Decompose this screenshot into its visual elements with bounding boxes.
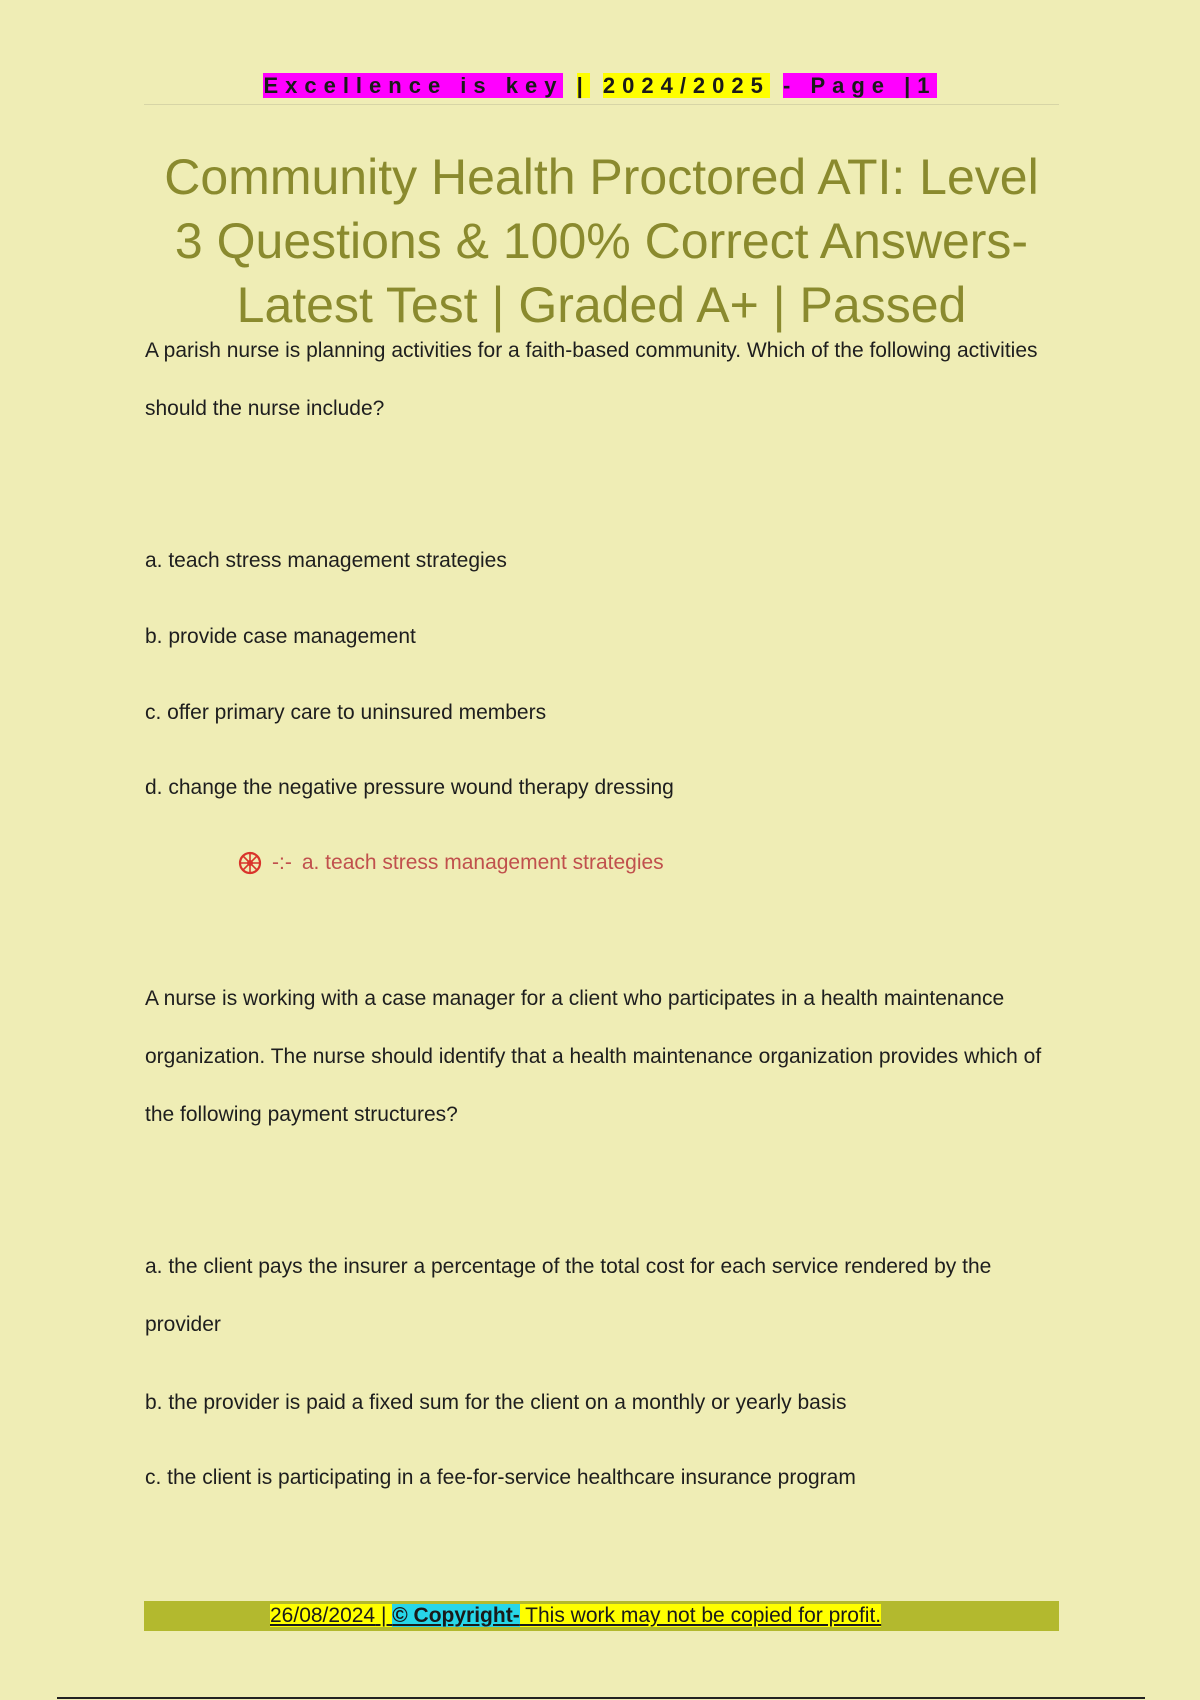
header-divider xyxy=(144,104,1059,105)
question-1-text: A parish nurse is planning activities for a faith-based community. Which of the following activities should the nurse include? xyxy=(145,339,1038,420)
footer-date: 26/08/2024 xyxy=(270,1604,376,1627)
footer-message: This work may not be copied for profit. xyxy=(519,1604,882,1627)
document-title: Community Health Proctored ATI: Level 3 Questions & 100% Correct Answers- Latest Test | Graded A+ | Passed xyxy=(164,149,1039,333)
flower-bullet-icon xyxy=(238,851,262,875)
page-header xyxy=(0,70,1200,102)
question-2-option-c: c. the client is participating in a fee-for-service healthcare insurance program xyxy=(145,1466,856,1489)
question-1-option-c: c. offer primary care to uninsured members xyxy=(145,701,547,724)
header-separator: | xyxy=(576,73,590,98)
header-page-label: - Page | xyxy=(783,73,918,98)
answer-text: a. teach stress management strategies xyxy=(301,851,664,874)
question-1-answer xyxy=(238,848,664,878)
question-1-option-a: a. teach stress management strategies xyxy=(145,549,507,572)
footer xyxy=(270,1601,881,1631)
footer-copyright: © Copyright- xyxy=(392,1604,520,1627)
footer-separator: | xyxy=(375,1604,393,1627)
question-2-text: A nurse is working with a case manager for a client who participates in a health maintenance organization. The nurse should identify that a health maintenance organization provides which of the following payment structures? xyxy=(145,987,1042,1126)
page-bottom-rule xyxy=(57,1697,1145,1699)
question-2-option-a: a. the client pays the insurer a percentage of the total cost for each service rendered by the provider xyxy=(145,1255,992,1336)
header-page-number: 1 xyxy=(917,73,937,98)
question-1-option-b: b. provide case management xyxy=(145,625,416,648)
question-1-option-d: d. change the negative pressure wound therapy dressing xyxy=(145,776,674,799)
question-2-option-b: b. the provider is paid a fixed sum for the client on a monthly or yearly basis xyxy=(145,1391,847,1414)
answer-separator: -:- xyxy=(272,851,292,874)
header-year: 2024/2025 xyxy=(602,73,770,98)
header-excellence: Excellence is key xyxy=(263,73,564,98)
